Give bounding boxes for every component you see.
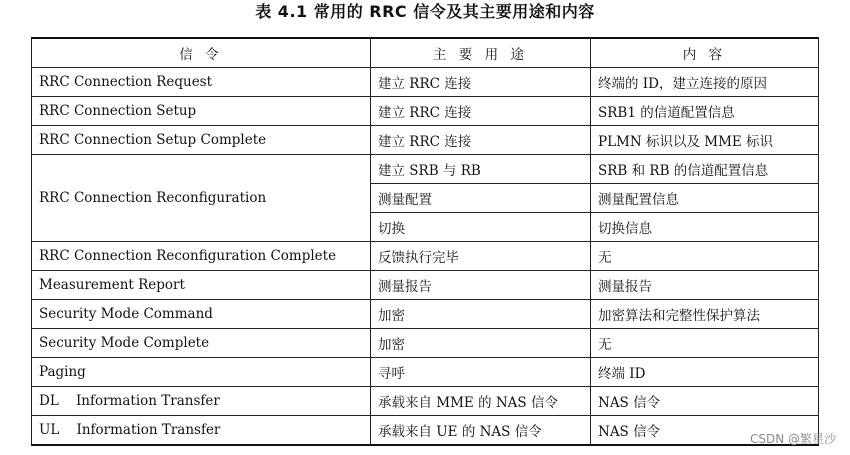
header-content: 内 容 <box>591 38 819 68</box>
purpose-cell: 反馈执行完毕 <box>371 242 591 271</box>
table-row <box>32 271 819 300</box>
purpose-cell: 建立 RRC 连接 <box>371 126 591 155</box>
table-header-row <box>32 38 819 68</box>
purpose-cell: 建立 RRC 连接 <box>371 97 591 126</box>
table-row <box>32 358 819 387</box>
purpose-cell: 承载来自 UE 的 NAS 信令 <box>371 416 591 446</box>
content-cell: NAS 信令 <box>591 387 819 416</box>
purpose-cell: 寻呼 <box>371 358 591 387</box>
rrc-signaling-table <box>31 37 819 446</box>
purpose-cell: 切换 <box>371 213 591 242</box>
purpose-cell: 建立 SRB 与 RB <box>371 155 591 184</box>
table-row <box>32 68 819 97</box>
content-cell: PLMN 标识以及 MME 标识 <box>591 126 819 155</box>
content-cell: 无 <box>591 242 819 271</box>
content-cell: 无 <box>591 329 819 358</box>
header-signal: 信 令 <box>32 38 371 68</box>
content-cell: SRB1 的信道配置信息 <box>591 97 819 126</box>
purpose-cell: 建立 RRC 连接 <box>371 68 591 97</box>
watermark: CSDN @繁星沙 <box>749 432 836 446</box>
signal-cell: DL Information Transfer <box>32 387 371 416</box>
signal-cell: RRC Connection Setup <box>32 97 371 126</box>
purpose-cell: 加密 <box>371 300 591 329</box>
signal-cell: RRC Connection Request <box>32 68 371 97</box>
signal-cell: Measurement Report <box>32 271 371 300</box>
signal-cell: Paging <box>32 358 371 387</box>
signal-cell: Security Mode Command <box>32 300 371 329</box>
content-cell: 测量报告 <box>591 271 819 300</box>
table-row <box>32 300 819 329</box>
table-row <box>32 416 819 446</box>
signal-cell: UL Information Transfer <box>32 416 371 446</box>
purpose-cell: 承载来自 MME 的 NAS 信令 <box>371 387 591 416</box>
table-caption: 表 4.1 常用的 RRC 信令及其主要用途和内容 <box>255 2 595 21</box>
purpose-cell: 加密 <box>371 329 591 358</box>
signal-cell: RRC Connection Setup Complete <box>32 126 371 155</box>
content-cell: 切换信息 <box>591 213 819 242</box>
table-row <box>32 387 819 416</box>
content-cell: 测量配置信息 <box>591 184 819 213</box>
signal-cell: RRC Connection Reconfiguration Complete <box>32 242 371 271</box>
purpose-cell: 测量配置 <box>371 184 591 213</box>
table-row <box>32 155 819 184</box>
table-row <box>32 126 819 155</box>
content-cell: 终端 ID <box>591 358 819 387</box>
table-row <box>32 97 819 126</box>
content-cell: SRB 和 RB 的信道配置信息 <box>591 155 819 184</box>
header-purpose: 主 要 用 途 <box>371 38 591 68</box>
content-cell: 加密算法和完整性保护算法 <box>591 300 819 329</box>
table-row <box>32 329 819 358</box>
signal-cell: RRC Connection Reconfiguration <box>32 155 371 242</box>
signal-cell: Security Mode Complete <box>32 329 371 358</box>
content-cell: 终端的 ID，建立连接的原因 <box>591 68 819 97</box>
table-row <box>32 242 819 271</box>
content-cell: NAS 信令 <box>591 416 819 446</box>
purpose-cell: 测量报告 <box>371 271 591 300</box>
